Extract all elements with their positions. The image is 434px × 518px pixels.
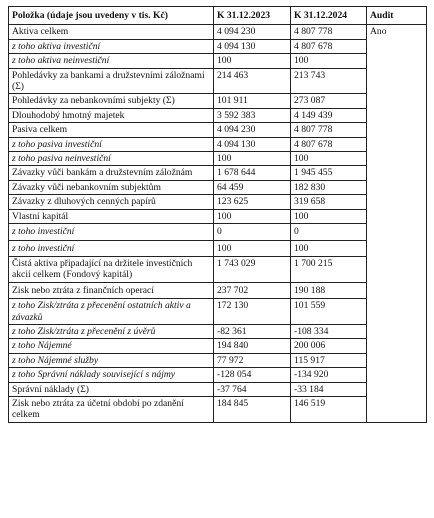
row-label: Závazky vůči nebankovním subjektům [9, 180, 214, 194]
value-2024: 200 006 [291, 339, 367, 353]
table-row [9, 108, 427, 122]
row-label: z toho pasiva investiční [9, 137, 214, 151]
row-label: z toho Nájemné [9, 339, 214, 353]
table-row [9, 396, 427, 422]
value-2024: 182 830 [291, 180, 367, 194]
value-2023: 194 840 [214, 339, 291, 353]
table-row [9, 224, 427, 240]
value-2024: 4 807 778 [291, 123, 367, 137]
value-2024: -134 920 [291, 368, 367, 382]
row-label: z toho aktiva investiční [9, 39, 214, 53]
value-2024: 1 945 455 [291, 166, 367, 180]
value-2024: 100 [291, 240, 367, 256]
value-2023: -82 361 [214, 324, 291, 338]
value-2023: 4 094 230 [214, 25, 291, 39]
table-row [9, 180, 427, 194]
value-2023: 214 463 [214, 68, 291, 94]
value-2023: -37 764 [214, 382, 291, 396]
value-2024: 100 [291, 152, 367, 166]
value-2023: 4 094 230 [214, 123, 291, 137]
value-2024: 4 807 678 [291, 137, 367, 151]
value-2023: 184 845 [214, 396, 291, 422]
row-label: Pasiva celkem [9, 123, 214, 137]
value-2023: 4 094 130 [214, 39, 291, 53]
value-2023: 100 [214, 209, 291, 223]
value-2023: 100 [214, 54, 291, 68]
row-label: Pohledávky za bankami a družstevními záložnami (Σ) [9, 68, 214, 94]
value-2024: 273 087 [291, 94, 367, 108]
value-2023: 100 [214, 152, 291, 166]
row-label: Vlastní kapitál [9, 209, 214, 223]
table-row [9, 353, 427, 367]
row-label: Zisk nebo ztráta z finančních operací [9, 282, 214, 298]
row-label: Čistá aktiva připadající na držitele investičních akcií celkem (Fondový kapitál) [9, 256, 214, 282]
value-2023: 1 743 029 [214, 256, 291, 282]
row-label: z toho Správní náklady související s nájmy [9, 368, 214, 382]
value-2024: -108 334 [291, 324, 367, 338]
value-2024: 319 658 [291, 195, 367, 209]
header-2024: K 31.12.2024 [291, 7, 367, 25]
row-label: z toho investiční [9, 224, 214, 240]
value-2023: 100 [214, 240, 291, 256]
table-row [9, 195, 427, 209]
table-row [9, 137, 427, 151]
value-2023: 123 625 [214, 195, 291, 209]
table-row [9, 123, 427, 137]
table-row [9, 256, 427, 282]
table-row [9, 382, 427, 396]
table-row [9, 282, 427, 298]
row-label: z toho pasiva neinvestiční [9, 152, 214, 166]
row-label: z toho Zisk/ztráta z přecenění z úvěrů [9, 324, 214, 338]
value-2024: 101 559 [291, 299, 367, 325]
value-2024: 4 807 678 [291, 39, 367, 53]
value-2024: 100 [291, 54, 367, 68]
table-row [9, 25, 427, 39]
row-label: Pohledávky za nebankovními subjekty (Σ) [9, 94, 214, 108]
value-2023: 101 911 [214, 94, 291, 108]
audit-value: Ano [367, 25, 427, 422]
value-2024: 190 188 [291, 282, 367, 298]
value-2023: 77 972 [214, 353, 291, 367]
table-row [9, 368, 427, 382]
table-row [9, 209, 427, 223]
value-2024: 100 [291, 209, 367, 223]
header-row [9, 7, 427, 25]
row-label: Aktiva celkem [9, 25, 214, 39]
value-2023: 172 130 [214, 299, 291, 325]
row-label: z toho investiční [9, 240, 214, 256]
value-2024: 146 519 [291, 396, 367, 422]
row-label: z toho Nájemné služby [9, 353, 214, 367]
financial-table [8, 6, 427, 423]
row-label: Závazky vůči bankám a družstevním záložnám [9, 166, 214, 180]
table-body [9, 25, 427, 422]
header-audit: Audit [367, 7, 427, 25]
table-row [9, 166, 427, 180]
header-item: Položka (údaje jsou uvedeny v tis. Kč) [9, 7, 214, 25]
row-label: Správní náklady (Σ) [9, 382, 214, 396]
row-label: Zisk nebo ztráta za účetní období po zdanění celkem [9, 396, 214, 422]
table-row [9, 68, 427, 94]
value-2023: 3 592 383 [214, 108, 291, 122]
table-row [9, 54, 427, 68]
table-row [9, 324, 427, 338]
value-2024: 4 807 778 [291, 25, 367, 39]
value-2024: 115 917 [291, 353, 367, 367]
table-row [9, 39, 427, 53]
value-2023: 0 [214, 224, 291, 240]
row-label: Závazky z dluhových cenných papírů [9, 195, 214, 209]
value-2024: 4 149 439 [291, 108, 367, 122]
value-2023: 237 702 [214, 282, 291, 298]
value-2024: 213 743 [291, 68, 367, 94]
value-2023: 64 459 [214, 180, 291, 194]
value-2023: 4 094 130 [214, 137, 291, 151]
table-row [9, 94, 427, 108]
value-2023: 1 678 644 [214, 166, 291, 180]
value-2024: -33 184 [291, 382, 367, 396]
table-row [9, 339, 427, 353]
table-row [9, 152, 427, 166]
row-label: z toho Zisk/ztráta z přecenění ostatních aktiv a závazků [9, 299, 214, 325]
value-2024: 0 [291, 224, 367, 240]
row-label: Dlouhodobý hmotný majetek [9, 108, 214, 122]
value-2023: -128 054 [214, 368, 291, 382]
row-label: z toho aktiva neinvestiční [9, 54, 214, 68]
table-row [9, 240, 427, 256]
table-row [9, 299, 427, 325]
header-2023: K 31.12.2023 [214, 7, 291, 25]
value-2024: 1 700 215 [291, 256, 367, 282]
